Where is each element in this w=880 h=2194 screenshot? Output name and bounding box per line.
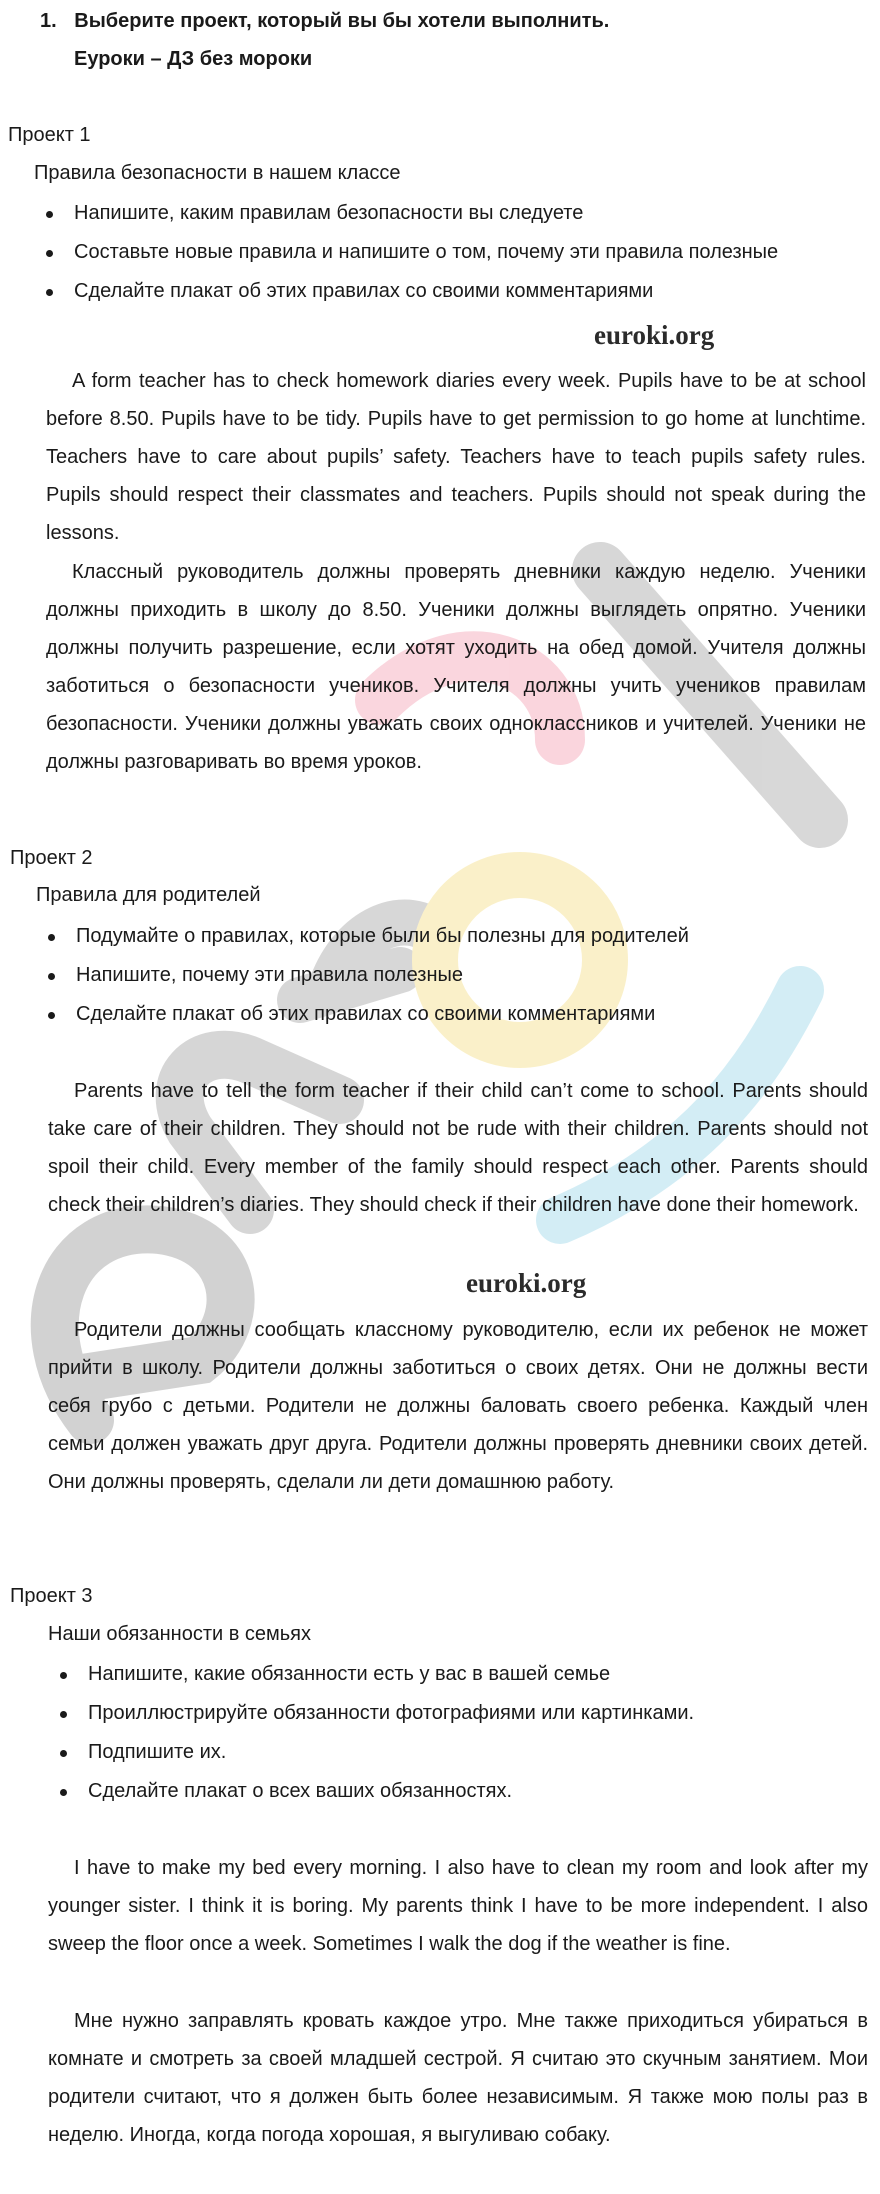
task-subtitle: Еуроки – ДЗ без мороки bbox=[74, 48, 313, 70]
project-2-label: Проект 2 bbox=[10, 847, 93, 869]
project-3-label: Проект 3 bbox=[10, 1585, 93, 1607]
brand-watermark-text: euroki.org bbox=[466, 1268, 587, 1298]
task-title: Выберите проект, который вы бы хотели выполнить. bbox=[74, 10, 610, 32]
task-number: 1. bbox=[40, 10, 57, 32]
project-3-task-list bbox=[54, 1655, 864, 1811]
list-item: Сделайте плакат об этих правилах со своими комментариями bbox=[40, 272, 860, 311]
project-1-rules-title: Правила безопасности в нашем классе bbox=[34, 162, 401, 184]
list-item: Напишите, каким правилам безопасности вы следуете bbox=[40, 194, 860, 233]
list-item: Напишите, какие обязанности есть у вас в вашей семье bbox=[54, 1655, 864, 1694]
list-item: Подпишите их. bbox=[54, 1733, 864, 1772]
task-heading bbox=[40, 10, 609, 33]
project-1-english-text: A form teacher has to check homework diaries every week. Pupils have to be at school before 8.50. Pupils have to be tidy. Pupils have to get permission to go home at lunchtime. Teachers have to care about pupils’ safety. Teachers have to teach pupils safety rules. Pupils should respect their classmates and teachers. Pupils should not speak during the lessons. bbox=[46, 370, 866, 544]
project-2-russian-text: Родители должны сообщать классному руководителю, если их ребенок не может прийти в школу. Родители должны заботиться о своих детях. Они не должны вести себя грубо с детьми. Родители не должны баловать своего ребенка. Каждый член семьи должен уважать друг друга. Родители должны проверять дневники своих детей. Они должны проверять, сделали ли дети домашнюю работу. bbox=[48, 1319, 868, 1493]
brand-watermark-text: euroki.org bbox=[594, 320, 715, 350]
list-item: Напишите, почему эти правила полезные bbox=[42, 956, 862, 995]
project-2-rules-title: Правила для родителей bbox=[36, 884, 261, 906]
project-3-rules-title: Наши обязанности в семьях bbox=[48, 1623, 312, 1645]
project-1-russian-text: Классный руководитель должны проверять дневники каждую неделю. Ученики должны приходить в школу до 8.50. Ученики должны выглядеть опрятно. Ученики должны получить разрешение, если хотят уходить на обед домой. Учителя должны заботиться о безопасности учеников. Учителя должны учить учеников правилам безопасности. Ученики должны уважать своих одноклассников и учителей. Ученики не должны разговаривать во время уроков. bbox=[46, 561, 866, 773]
project-3-english-text: I have to make my bed every morning. I also have to clean my room and look after my younger sister. I think it is boring. My parents think I have to be more independent. I also sweep the floor once a week. Sometimes I walk the dog if the weather is fine. bbox=[48, 1857, 868, 1955]
project-1-label: Проект 1 bbox=[8, 124, 91, 146]
list-item: Сделайте плакат о всех ваших обязанностях. bbox=[54, 1772, 864, 1811]
project-1-task-list bbox=[40, 194, 860, 311]
project-3-russian-text: Мне нужно заправлять кровать каждое утро. Мне также приходиться убираться в комнате и смотреть за своей младшей сестрой. Я считаю это скучным занятием. Мои родители считают, что я должен быть более независимым. Я также мою полы раз в неделю. Иногда, когда погода хорошая, я выгуливаю собаку. bbox=[48, 2010, 868, 2146]
list-item: Составьте новые правила и напишите о том, почему эти правила полезные bbox=[40, 233, 860, 272]
list-item: Проиллюстрируйте обязанности фотографиями или картинками. bbox=[54, 1694, 864, 1733]
project-2-english-text: Parents have to tell the form teacher if their child can’t come to school. Parents should take care of their children. They should not be rude with their children. Parents should not spoil their child. Every member of the family should respect each other. Parents should check their children’s diaries. They should check if their children have done their homework. bbox=[48, 1080, 868, 1216]
list-item: Сделайте плакат об этих правилах со своими комментариями bbox=[42, 995, 862, 1034]
list-item: Подумайте о правилах, которые были бы полезны для родителей bbox=[42, 917, 862, 956]
project-2-task-list bbox=[42, 917, 862, 1034]
